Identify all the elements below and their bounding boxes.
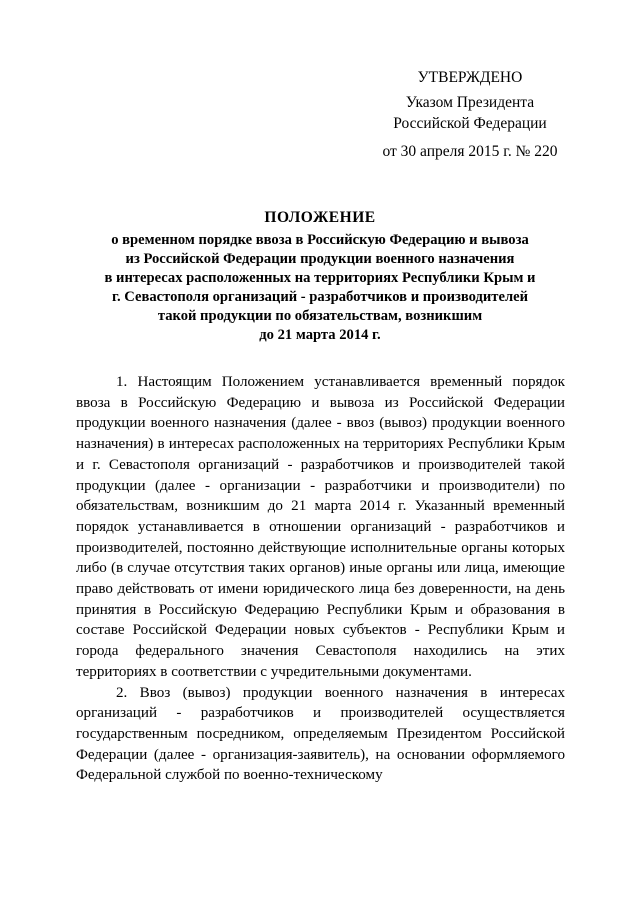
approval-authority: Российской Федерации [393, 115, 547, 132]
approval-date: от 30 апреля 2015 г. № 220 [382, 143, 558, 160]
title-line: до 21 марта 2014 г. [259, 327, 381, 343]
approval-decree: Указом Президента [405, 94, 535, 111]
title-line: в интересах расположенных на территориях Республики Крым и [104, 270, 536, 286]
title-line: г. Севастополя организаций - разработчиков и производителей [111, 289, 529, 305]
paragraph-1: 1. Настоящим Положением устанавливается временный порядок ввоза в Российскую Федерацию и вывоза из Российской Федерации продукции военного назначения (далее - ввоз (вывоз) продукции военного назначения) в интересах расположенных на территориях Республики Крым и г. Севастополя организаций - разработчиков и производителей такой продукции (далее - организации - разработчики и производители) по обязательствам, возникшим до 21 марта 2014 г. Указанный временный порядок устанавливается в отношении организаций - разработчиков и производителей, постоянно действующие исполнительные органы которых либо (в случае отсутствия таких органов) иные органы или лица, имеющие право действовать от имени юридического лица без доверенности, на день принятия в Российскую Федерацию Республики Крым и образования в составе Российской Федерации новых субъектов - Республики Крым и города федерального значения Севастополя находились на этих территориях в соответствии с учредительными документами. [76, 374, 565, 680]
document-title: ПОЛОЖЕНИЕ [264, 209, 376, 226]
title-line: такой продукции по обязательствам, возникшим [157, 308, 483, 324]
document-body [76, 372, 565, 786]
paragraph-2: 2. Ввоз (вывоз) продукции военного назначения в интересах организаций - разработчиков и производителей осуществляется государственным посредником, определяемым Президентом Российской Федерации (далее - организация-заявитель), на основании оформляемого Федеральной службой по военно-техническому [76, 684, 565, 784]
title-line: о временном порядке ввоза в Российскую Федерацию и вывоза [111, 232, 529, 248]
document-title-block [60, 208, 580, 345]
title-line: из Российской Федерации продукции военного назначения [125, 251, 515, 267]
approval-stamp: УТВЕРЖДЕНО [417, 69, 523, 86]
